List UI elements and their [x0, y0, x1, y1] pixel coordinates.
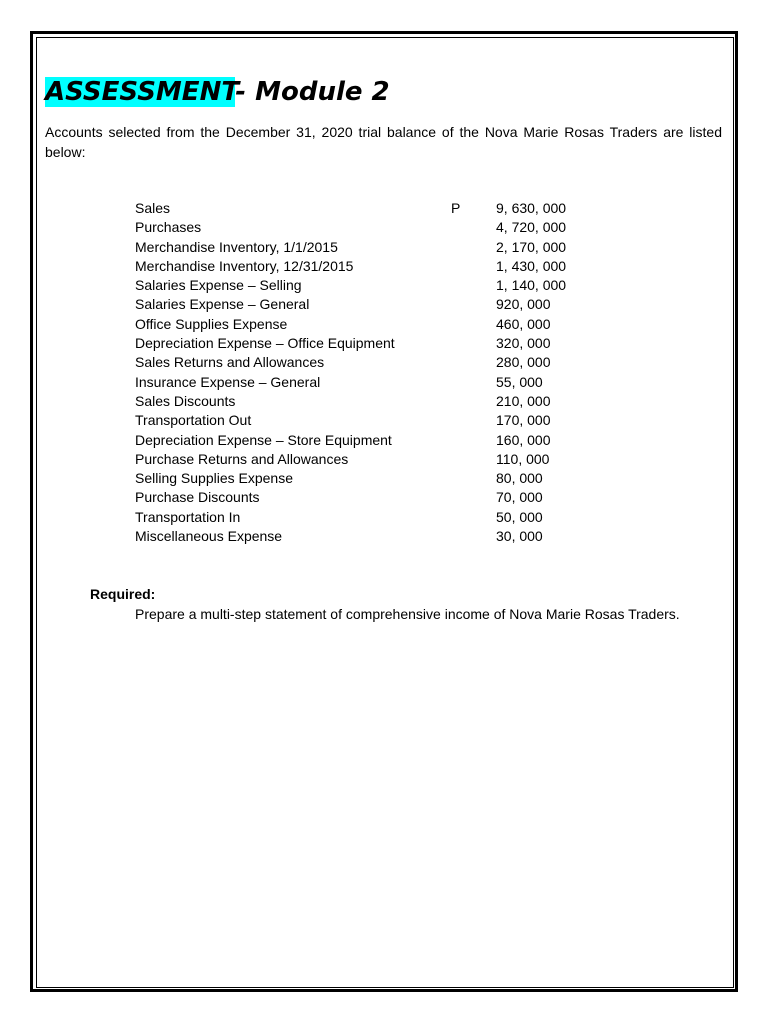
account-amount: 170, 000	[496, 412, 551, 429]
account-name: Purchase Discounts	[135, 489, 260, 506]
account-name: Transportation Out	[135, 412, 252, 429]
account-row	[135, 527, 616, 546]
account-amount: 30, 000	[496, 528, 543, 545]
account-row	[135, 508, 616, 527]
account-name: Office Supplies Expense	[135, 315, 288, 332]
account-row	[135, 353, 616, 372]
account-currency	[451, 295, 496, 314]
required-text: Prepare a multi-step statement of comprehensive income of Nova Marie Rosas Traders.	[135, 606, 680, 622]
account-name: Selling Supplies Expense	[135, 470, 293, 487]
account-currency	[451, 488, 496, 507]
title-rest: - Module 2	[235, 77, 390, 107]
account-currency	[451, 276, 496, 295]
account-currency	[451, 373, 496, 392]
account-name: Merchandise Inventory, 1/1/2015	[135, 238, 338, 255]
account-name: Salaries Expense – General	[135, 296, 310, 313]
account-row	[135, 199, 616, 218]
account-name: Purchase Returns and Allowances	[135, 450, 349, 467]
account-row	[135, 488, 616, 507]
account-name: Miscellaneous Expense	[135, 528, 283, 545]
account-amount: 9, 630, 000	[496, 200, 567, 216]
account-row	[135, 334, 616, 353]
account-amount: 110, 000	[496, 450, 550, 467]
account-amount: 50, 000	[496, 508, 543, 525]
account-currency	[451, 431, 496, 450]
intro-paragraph: Accounts selected from the December 31, 2020 trial balance of the Nova Marie Rosas Traders are listed below:	[45, 124, 722, 160]
account-row	[135, 373, 616, 392]
account-amount: 460, 000	[496, 315, 551, 332]
account-name: Depreciation Expense – Office Equipment	[135, 335, 395, 352]
account-row	[135, 411, 616, 430]
accounts-table	[135, 199, 616, 546]
account-name: Purchases	[135, 219, 202, 236]
account-name: Sales Returns and Allowances	[135, 354, 325, 371]
accounts-table-body	[135, 199, 616, 546]
required-label: Required:	[90, 586, 156, 602]
account-amount: 70, 000	[496, 489, 543, 506]
account-currency: P	[451, 200, 461, 216]
account-row	[135, 238, 616, 257]
account-amount: 80, 000	[496, 470, 543, 487]
account-amount: 160, 000	[496, 431, 551, 448]
account-amount: 1, 430, 000	[496, 257, 567, 274]
account-amount: 320, 000	[496, 335, 551, 352]
account-currency	[451, 353, 496, 372]
account-amount: 55, 000	[496, 373, 543, 390]
account-row	[135, 315, 616, 334]
account-currency	[451, 257, 496, 276]
account-currency	[451, 469, 496, 488]
account-currency	[451, 450, 496, 469]
account-row	[135, 276, 616, 295]
account-name: Merchandise Inventory, 12/31/2015	[135, 257, 354, 274]
account-row	[135, 431, 616, 450]
account-row	[135, 295, 616, 314]
account-name: Depreciation Expense – Store Equipment	[135, 431, 392, 448]
account-currency	[451, 392, 496, 411]
account-amount: 1, 140, 000	[496, 277, 567, 294]
title-highlight: ASSESSMENT	[45, 77, 236, 107]
account-name: Sales	[135, 200, 171, 216]
account-amount: 4, 720, 000	[496, 219, 567, 236]
account-name: Transportation In	[135, 508, 241, 525]
account-currency	[451, 315, 496, 334]
account-row	[135, 450, 616, 469]
page-title	[45, 74, 390, 110]
account-currency	[451, 218, 496, 237]
account-amount: 280, 000	[496, 354, 551, 371]
account-row	[135, 218, 616, 237]
account-row	[135, 469, 616, 488]
account-row	[135, 392, 616, 411]
account-currency	[451, 238, 496, 257]
account-name: Sales Discounts	[135, 392, 236, 409]
account-name: Salaries Expense – Selling	[135, 277, 302, 294]
account-amount: 920, 000	[496, 296, 551, 313]
account-currency	[451, 334, 496, 353]
account-amount: 2, 170, 000	[496, 238, 567, 255]
account-currency	[451, 508, 496, 527]
account-row	[135, 257, 616, 276]
account-amount: 210, 000	[496, 392, 551, 409]
account-currency	[451, 411, 496, 430]
account-currency	[451, 527, 496, 546]
account-name: Insurance Expense – General	[135, 373, 321, 390]
